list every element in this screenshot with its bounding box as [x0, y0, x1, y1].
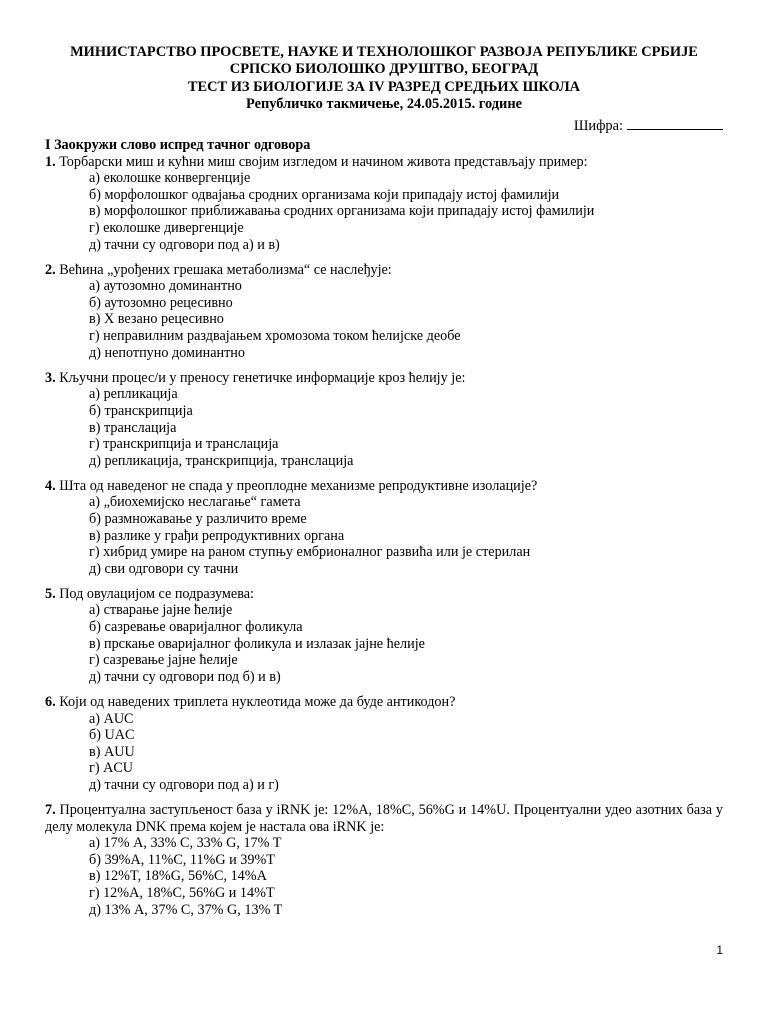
question-text	[45, 586, 723, 603]
question-number: 4.	[45, 477, 56, 494]
option-d[interactable]: д) сви одговори су тачни	[89, 560, 239, 577]
question-7	[45, 802, 723, 918]
option-d[interactable]: д) тачни су одговори под а) и в)	[89, 236, 280, 253]
question-2	[45, 262, 723, 362]
question-body: Процентуална заступљеност база у iRNK је: 12%A, 18%C, 56%G и 14%U. Процентуални удео азотних база у делу молекула DNK према којем је настала ова iRNK је:	[45, 801, 723, 835]
options-list	[45, 278, 723, 361]
options-list	[45, 711, 723, 794]
question-body: Под овулацијом се подразумева:	[59, 585, 254, 602]
option-g[interactable]: г) неправилним раздвајањем хромозома током ћелијске деобе	[89, 328, 461, 345]
option-d[interactable]: д) репликација, транскрипција, транслација	[89, 452, 354, 469]
option-a[interactable]: а) стварање јајне ћелије	[89, 602, 233, 619]
question-number: 3.	[45, 369, 56, 386]
question-text	[45, 478, 723, 495]
option-v[interactable]: в) морфолошког приближавања сродних организама који припадају истој фамилији	[89, 203, 595, 220]
option-d[interactable]: д) тачни су одговори под а) и г)	[89, 776, 279, 793]
option-v[interactable]: в) разлике у грађи репродуктивних органа	[89, 527, 345, 544]
option-g[interactable]: г) транскрипција и транслација	[89, 436, 279, 453]
option-b[interactable]: б) сазревање оваријалног фоликула	[89, 619, 303, 636]
question-number: 1.	[45, 153, 56, 170]
header-test-title: ТЕСТ ИЗ БИОЛОГИЈЕ ЗА IV РАЗРЕД СРЕДЊИХ ШКОЛА	[187, 78, 581, 95]
option-g[interactable]: г) сазревање јајне ћелије	[89, 652, 238, 669]
option-b[interactable]: б) размножавање у различито време	[89, 510, 307, 527]
question-number: 2.	[45, 261, 56, 278]
option-d[interactable]: д) 13% A, 37% C, 37% G, 13% T	[89, 901, 283, 918]
question-1	[45, 154, 723, 254]
option-v[interactable]: в) прскање оваријалног фоликула и излазак јајне ћелије	[89, 635, 425, 652]
question-body: Кључни процес/и у преносу генетичке информације кроз ћелију је:	[59, 369, 466, 386]
question-text	[45, 262, 723, 279]
code-label: Шифра:	[573, 118, 623, 134]
question-text	[45, 694, 723, 711]
option-a[interactable]: а) 17% A, 33% C, 33% G, 17% T	[89, 835, 282, 852]
option-a[interactable]: а) AUC	[89, 710, 134, 727]
question-number: 6.	[45, 693, 56, 710]
page-number: 1	[716, 943, 723, 957]
option-g[interactable]: г) ACU	[89, 760, 134, 777]
options-list	[45, 170, 723, 253]
options-list	[45, 835, 723, 918]
code-blank-line[interactable]	[627, 117, 723, 130]
question-number: 7.	[45, 801, 56, 818]
option-v[interactable]: в) 12%T, 18%G, 56%C, 14%A	[89, 868, 267, 885]
document-header	[0, 44, 768, 114]
question-4	[45, 478, 723, 578]
option-v[interactable]: в) транслација	[89, 419, 177, 436]
options-list	[45, 602, 723, 685]
option-a[interactable]: а) аутозомно доминантно	[89, 278, 242, 295]
question-body: Који од наведених триплета нуклеотида може да буде антикодон?	[59, 693, 456, 710]
question-text	[45, 802, 723, 835]
question-body: Шта од наведеног не спада у преоплодне механизме репродуктивне изолације?	[59, 477, 538, 494]
option-a[interactable]: а) еколошке конвергенције	[89, 170, 251, 187]
option-d[interactable]: д) тачни су одговори под б) и в)	[89, 668, 281, 685]
option-b[interactable]: б) транскрипција	[89, 402, 193, 419]
option-a[interactable]: а) репликација	[89, 386, 178, 403]
option-b[interactable]: б) UAC	[89, 727, 135, 744]
option-g[interactable]: г) 12%A, 18%C, 56%G и 14%T	[89, 884, 275, 901]
test-content	[45, 137, 723, 918]
option-g[interactable]: г) хибрид умире на раном ступњу ембрионалног развића или је стерилан	[89, 544, 531, 561]
question-body: Већина „урођених грешака метаболизма“ се наслеђује:	[59, 261, 392, 278]
option-v[interactable]: в) AUU	[89, 743, 135, 760]
option-g[interactable]: г) еколошке дивергенције	[89, 219, 244, 236]
question-body: Торбарски миш и кућни миш својим изгледом и начином живота представљају пример:	[59, 153, 588, 170]
option-b[interactable]: б) морфолошког одвајања сродних организама који припадају истој фамилији	[89, 186, 560, 203]
option-b[interactable]: б) 39%A, 11%C, 11%G и 39%T	[89, 851, 275, 868]
question-text	[45, 370, 723, 387]
question-3	[45, 370, 723, 470]
options-list	[45, 494, 723, 577]
question-6	[45, 694, 723, 794]
header-competition-date: Републичко такмичење, 24.05.2015. године	[245, 96, 523, 113]
header-ministry: МИНИСТАРСТВО ПРОСВЕТЕ, НАУКЕ И ТЕХНОЛОШКОГ РАЗВОЈА РЕПУБЛИКЕ СРБИЈЕ	[70, 44, 698, 60]
option-d[interactable]: д) непотпуно доминантно	[89, 344, 245, 361]
question-text	[45, 154, 723, 171]
options-list	[45, 386, 723, 469]
option-a[interactable]: а) „биохемијско неслагање“ гамета	[89, 494, 301, 511]
code-field	[574, 117, 723, 135]
question-5	[45, 586, 723, 686]
section-title: I Заокружи слово испред тачног одговора	[45, 137, 311, 153]
question-number: 5.	[45, 585, 56, 602]
option-v[interactable]: в) X везано рецесивно	[89, 311, 224, 328]
header-society: СРПСКО БИОЛОШКО ДРУШТВО, БЕОГРАД	[229, 61, 539, 78]
option-b[interactable]: б) аутозомно рецесивно	[89, 294, 233, 311]
